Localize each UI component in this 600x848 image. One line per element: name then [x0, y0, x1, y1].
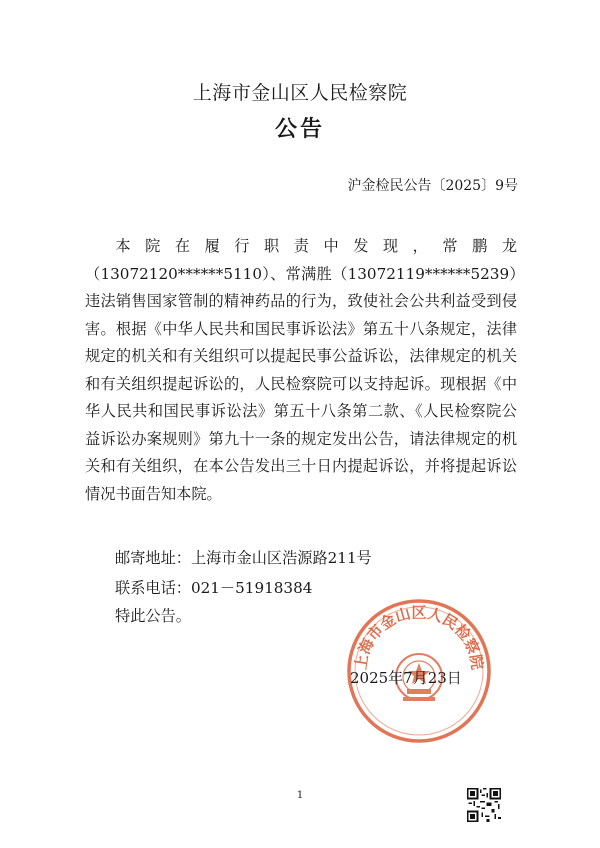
- page-number: 1: [296, 790, 304, 801]
- seal-text: 上海市金山区人民检察院: [351, 603, 487, 671]
- body-paragraph: 本院在履行职责中发现，常鹏龙（13072120******5110）、常满胜（13072119******5239）违法销售国家管制的精神药品的行为，致使社会公共利益受到侵害。根据《中华人民共和国民事诉讼法》第五十八条规定，法律规定的机关和有关组织可以提起民事公益诉讼，法律规定的机关和有关组织提起诉讼的，人民检察院可以支持起诉。现根据《中华人民共和国民事诉讼法》第五十八条第二款、《人民检察院公益诉讼办案规则》第九十一条的规定发出公告，请法律规定的机关和有关组织，在本公告发出三十日内提起诉讼，并将提起诉讼情况书面告知本院。: [85, 237, 517, 503]
- org-title: 上海市金山区人民检察院: [192, 82, 408, 104]
- closing-text: 特此公告。: [115, 607, 191, 625]
- mailing-address: 邮寄地址：上海市金山区浩源路211号: [115, 549, 372, 567]
- body-text: [85, 233, 517, 508]
- contact-phone: 联系电话：021－51918384: [115, 579, 313, 597]
- document-title: 公告: [274, 117, 325, 142]
- qr-code-icon: [467, 788, 501, 822]
- document-date: 2025年7月23日: [350, 669, 462, 687]
- document-number: 沪金检民公告〔2025〕9号: [347, 178, 518, 194]
